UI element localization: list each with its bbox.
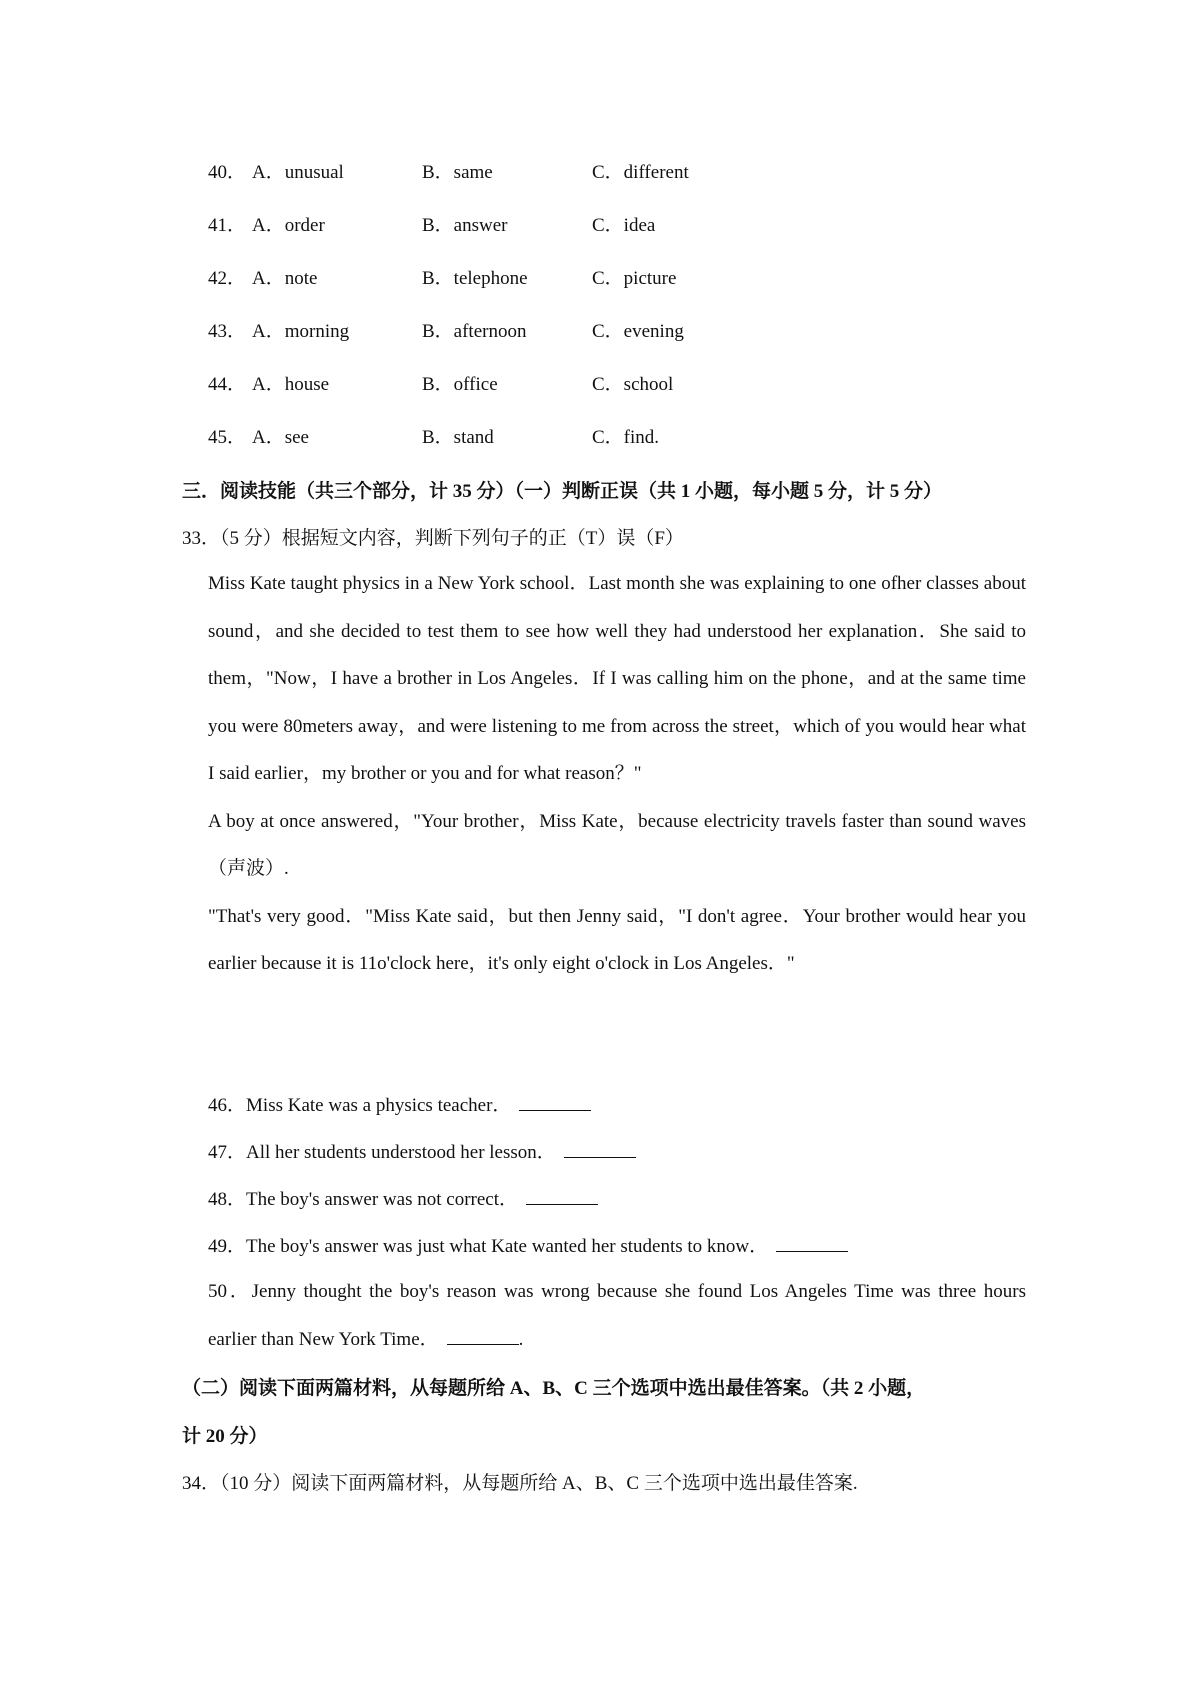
- question-number: 48．: [208, 1189, 247, 1210]
- statement-tail: .: [518, 1328, 524, 1350]
- option-c: C．different: [592, 162, 689, 183]
- option-b: B．telephone: [422, 268, 528, 289]
- statement-46: [208, 1090, 591, 1117]
- question-number: 41．: [208, 215, 247, 236]
- question-number: 42．: [208, 268, 247, 289]
- option-b: B．office: [422, 374, 498, 395]
- question-number: 50．: [208, 1281, 252, 1302]
- statement-text: All her students understood her lesson．: [246, 1142, 556, 1163]
- section-2-heading-line-2: 计 20 分）: [182, 1426, 268, 1447]
- question-number: 43．: [208, 321, 247, 342]
- option-b: B．stand: [422, 427, 494, 448]
- option-c: C．find.: [592, 427, 660, 448]
- option-b: B．afternoon: [422, 321, 527, 342]
- option-c: C．idea: [592, 215, 656, 236]
- answer-blank[interactable]: [526, 1186, 598, 1205]
- statement-49: [208, 1231, 848, 1258]
- passage-paragraph-1: Miss Kate taught physics in a New York school．Last month she was explaining to one ofher classes about sound，and she decided to test them to see how well they had understood her explanation．She said to them，"Now，I have a brother in Los Angeles．If I was calling him on the phone，and at the same time you were 80meters away，and were listening to me from across the street，which of you would hear what I said earlier，my brother or you and for what reason？": [208, 573, 1026, 784]
- option-c: C．school: [592, 374, 674, 395]
- question-number: 44．: [208, 374, 247, 395]
- statement-text: Jenny thought the boy's reason was wrong because she found Los Angeles Time was three hours earlier than New York Time．: [208, 1281, 1026, 1350]
- statement-text: The boy's answer was just what Kate wanted her students to know．: [246, 1236, 769, 1257]
- option-a: A．morning: [252, 321, 350, 342]
- question-33-instruction: 33．（5 分）根据短文内容，判断下列句子的正（T）误（F）: [182, 528, 684, 549]
- option-b: B．same: [422, 162, 493, 183]
- reading-passage: [208, 560, 1026, 988]
- section-3-heading: 三．阅读技能（共三个部分，计 35 分）（一）判断正误（共 1 小题，每小题 5 分，计 5 分）: [182, 481, 943, 502]
- question-number: 47．: [208, 1142, 247, 1163]
- option-a: A．order: [252, 215, 325, 236]
- question-number: 49．: [208, 1236, 247, 1257]
- option-a: A．unusual: [252, 162, 344, 183]
- answer-blank[interactable]: [776, 1233, 848, 1252]
- option-c: C．picture: [592, 268, 677, 289]
- option-c: C．evening: [592, 321, 684, 342]
- statement-47: [208, 1137, 636, 1164]
- statement-text: The boy's answer was not correct．: [246, 1189, 518, 1210]
- question-number: 45．: [208, 427, 247, 448]
- answer-blank[interactable]: [447, 1326, 519, 1345]
- answer-blank[interactable]: [519, 1092, 591, 1111]
- section-2-heading-line-1: （二）阅读下面两篇材料，从每题所给 A、B、C 三个选项中选出最佳答案。（共 2 小题，: [182, 1378, 926, 1399]
- statement-48: [208, 1184, 598, 1211]
- option-b: B．answer: [422, 215, 508, 236]
- statement-text: Miss Kate was a physics teacher．: [246, 1095, 512, 1116]
- option-a: A．note: [252, 268, 318, 289]
- passage-paragraph-2: A boy at once answered，"Your brother，Miss Kate，because electricity travels faster than sound waves（声波）.: [208, 810, 1026, 879]
- passage-paragraph-3: "That's very good．"Miss Kate said，but then Jenny said，"I don't agree．Your brother would hear you earlier because it is 11o'clock here，it's only eight o'clock in Los Angeles．": [208, 905, 1026, 974]
- question-number: 40．: [208, 162, 247, 183]
- statement-50: [208, 1268, 1026, 1363]
- question-34-instruction: 34．（10 分）阅读下面两篇材料，从每题所给 A、B、C 三个选项中选出最佳答案.: [182, 1473, 858, 1494]
- answer-blank[interactable]: [564, 1139, 636, 1158]
- option-a: A．see: [252, 427, 309, 448]
- option-a: A．house: [252, 374, 330, 395]
- question-number: 46．: [208, 1095, 247, 1116]
